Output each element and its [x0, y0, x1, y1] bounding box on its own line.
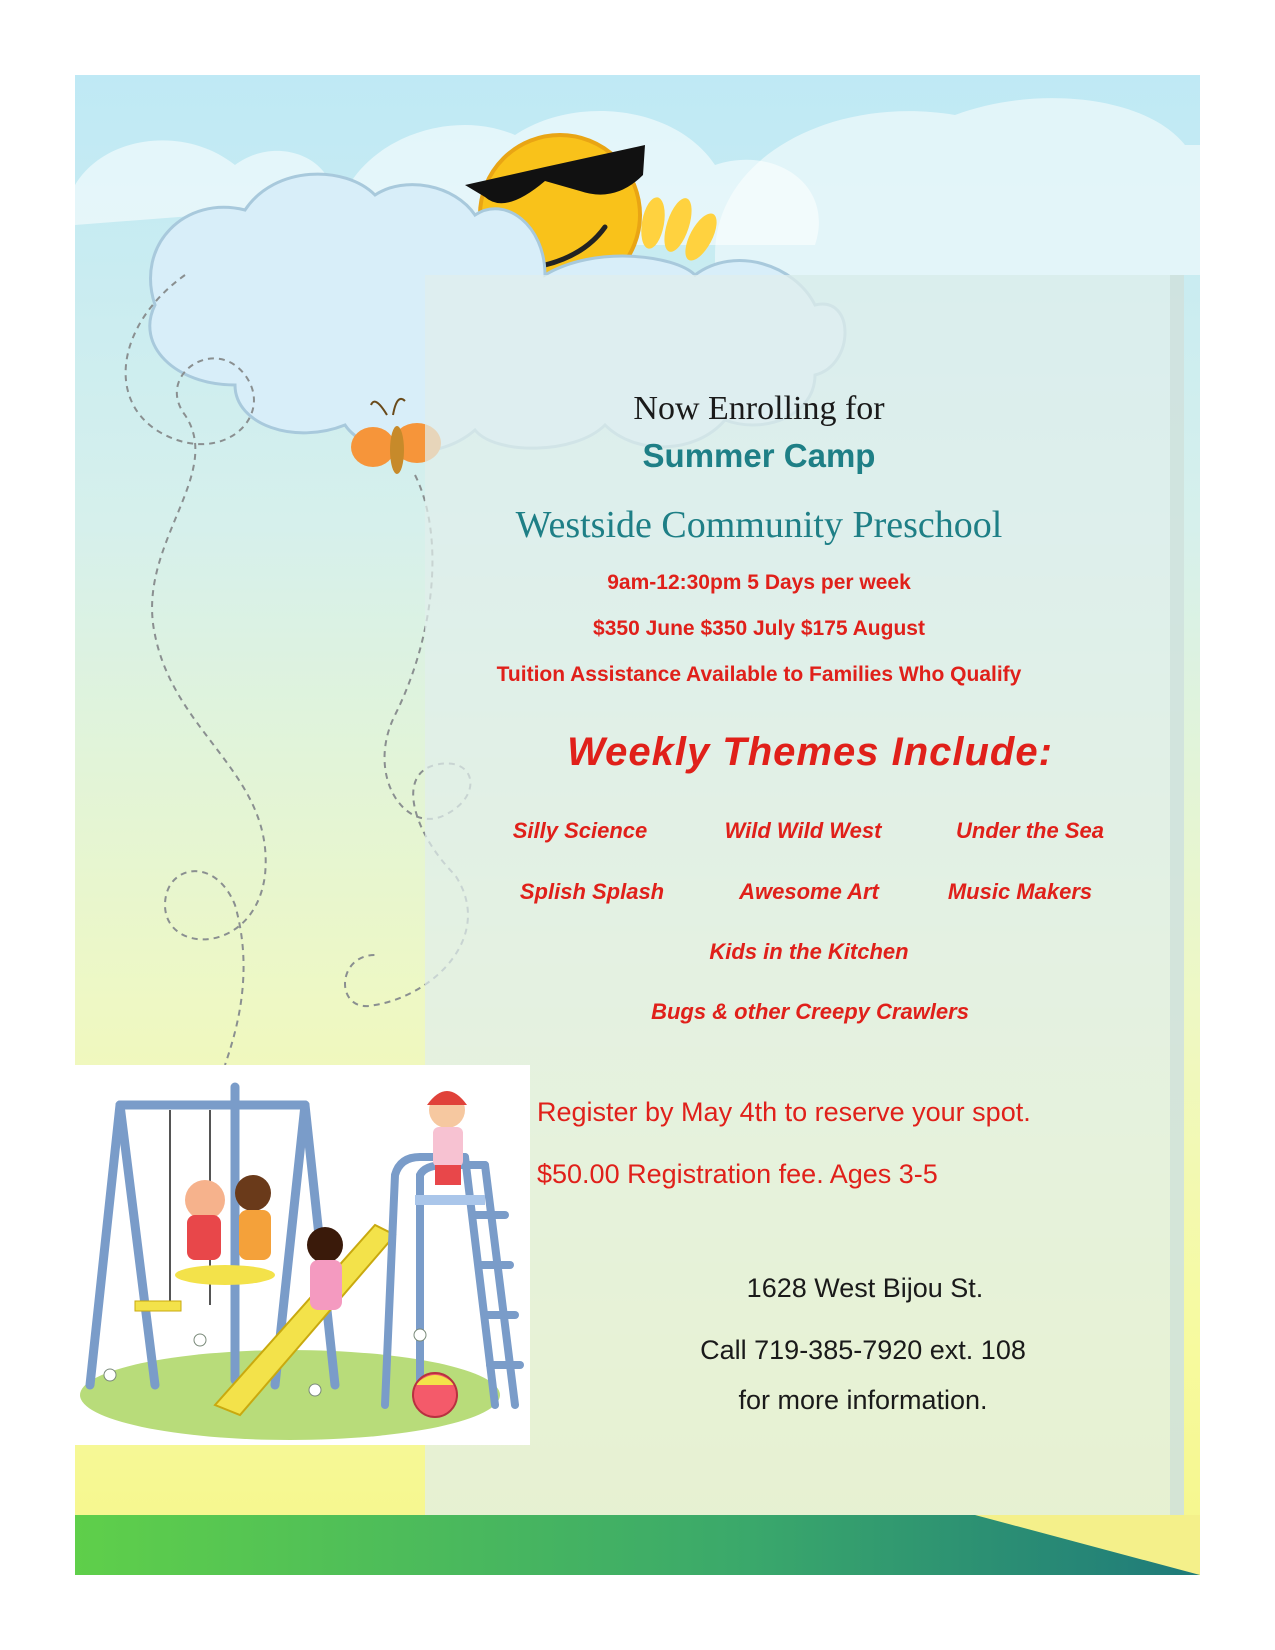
enrolling-heading: Now Enrolling for: [633, 390, 885, 427]
theme-item: Music Makers: [947, 879, 1093, 904]
playground-illustration: [75, 1065, 530, 1445]
school-name: Westside Community Preschool: [515, 504, 1003, 546]
themes-heading: Weekly Themes Include:: [567, 730, 1053, 774]
registration-fee: $50.00 Registration fee. Ages 3-5: [537, 1159, 938, 1189]
theme-item: Silly Science: [512, 818, 648, 843]
pricing-text: $350 June $350 July $175 August: [593, 617, 925, 640]
registration-deadline: Register by May 4th to reserve your spot.: [537, 1097, 1031, 1127]
theme-item: Wild Wild West: [724, 818, 882, 843]
flyer-background: [75, 75, 1200, 1575]
theme-item: Awesome Art: [739, 879, 879, 904]
hours-text: 9am-12:30pm 5 Days per week: [607, 571, 911, 594]
theme-item: Bugs & other Creepy Crawlers: [651, 999, 969, 1024]
theme-item: Under the Sea: [956, 818, 1104, 843]
more-info-text: for more information.: [738, 1385, 988, 1415]
bottom-grass-band: [75, 1515, 1200, 1575]
program-title: Summer Camp: [642, 437, 876, 474]
theme-item: Kids in the Kitchen: [709, 939, 909, 964]
theme-item: Splish Splash: [519, 879, 665, 904]
playground-icon: [75, 1065, 530, 1445]
phone-text: Call 719-385-7920 ext. 108: [700, 1335, 1026, 1365]
address-text: 1628 West Bijou St.: [746, 1273, 984, 1303]
assistance-text: Tuition Assistance Available to Families Who Qualify: [496, 663, 1022, 686]
